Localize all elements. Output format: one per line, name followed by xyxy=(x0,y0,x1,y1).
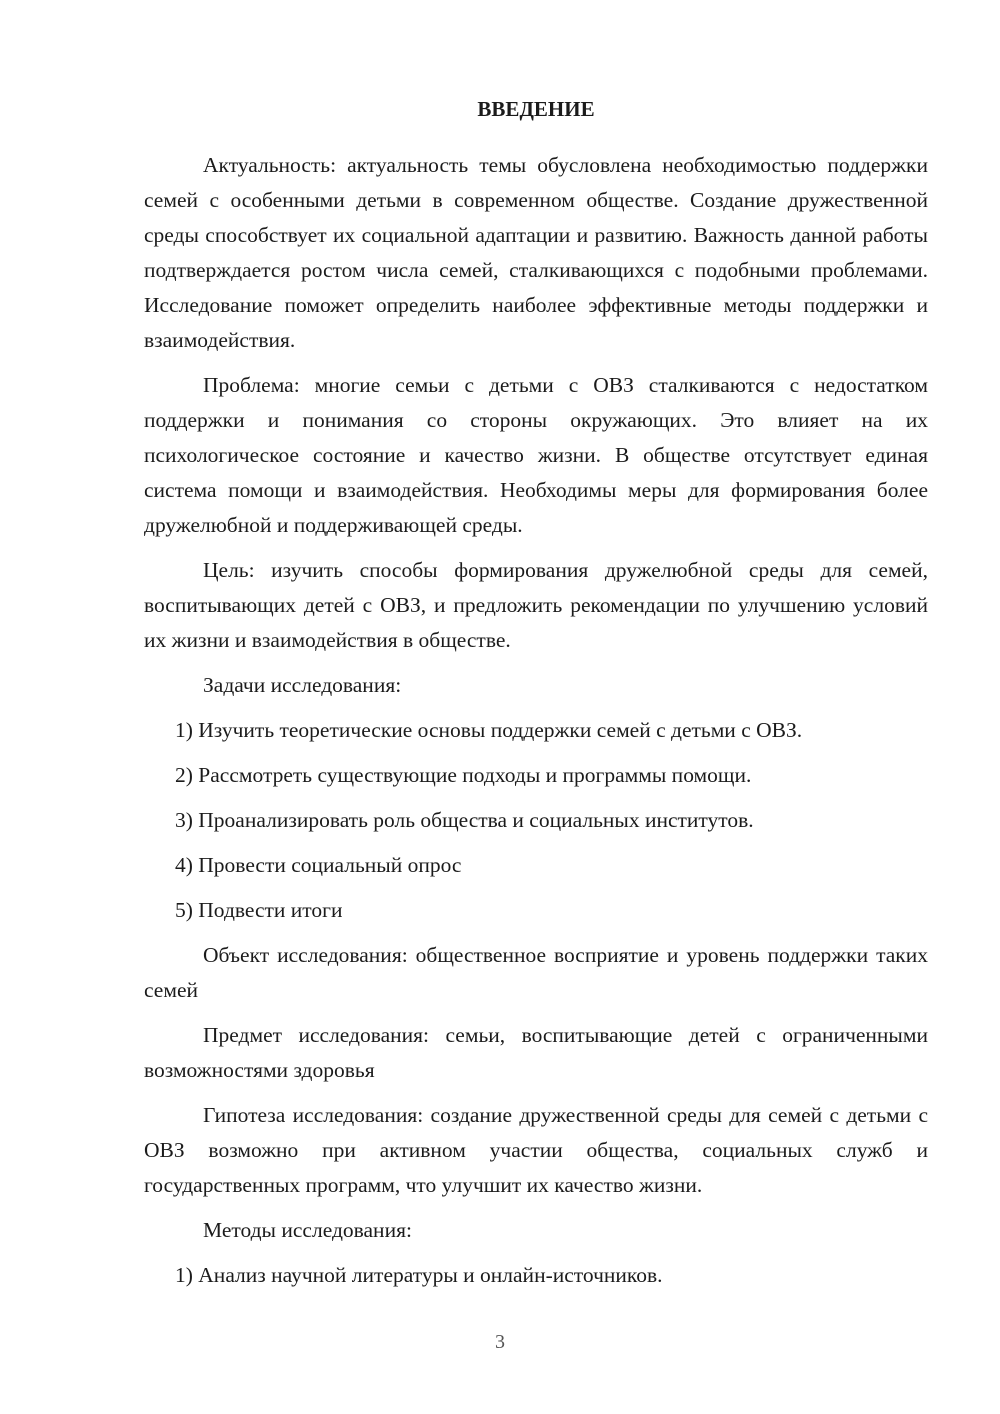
list-item-task-1: 1) Изучить теоретические основы поддержки семей с детьми с ОВЗ. xyxy=(175,718,803,742)
list-item-method-1: 1) Анализ научной литературы и онлайн-источников. xyxy=(175,1263,663,1287)
methods-list xyxy=(144,1258,928,1293)
tasks-list xyxy=(144,713,928,928)
methods-heading: Методы исследования: xyxy=(203,1218,412,1242)
paragraph-object: Объект исследования: общественное восприятие и уровень поддержки таких семей xyxy=(144,943,928,1002)
list-item-task-2: 2) Рассмотреть существующие подходы и программы помощи. xyxy=(175,763,752,787)
paragraph-goal: Цель: изучить способы формирования дружелюбной среды для семей, воспитывающих детей с ОВЗ, и предложить рекомендации по улучшению условий их жизни и взаимодействия в обществе. xyxy=(144,558,928,652)
page-number: 3 xyxy=(495,1331,505,1353)
paragraph-relevance: Актуальность: актуальность темы обусловлена необходимостью поддержки семей с особенными детьми в современном обществе. Создание дружественной среды способствует их социальной адаптации и развитию. Важность данной работы подтверждается ростом числа семей, сталкивающихся с подобными проблемами. Исследование поможет определить наиболее эффективные методы поддержки и взаимодействия. xyxy=(144,153,928,352)
paragraph-problem: Проблема: многие семьи с детьми с ОВЗ сталкиваются с недостатком поддержки и понимания со стороны окружающих. Это влияет на их психологическое состояние и качество жизни. В обществе отсутствует единая система помощи и взаимодействия. Необходимы меры для формирования более дружелюбной и поддерживающей среды. xyxy=(144,373,928,537)
document-page xyxy=(144,92,928,1303)
section-title: ВВЕДЕНИЕ xyxy=(477,97,595,121)
tasks-heading: Задачи исследования: xyxy=(203,673,402,697)
list-item-task-4: 4) Провести социальный опрос xyxy=(175,853,462,877)
list-item-task-5: 5) Подвести итоги xyxy=(175,898,343,922)
paragraph-subject: Предмет исследования: семьи, воспитывающие детей с ограниченными возможностями здоровья xyxy=(144,1023,928,1082)
list-item-task-3: 3) Проанализировать роль общества и социальных институтов. xyxy=(175,808,754,832)
paragraph-hypothesis: Гипотеза исследования: создание дружественной среды для семей с детьми с ОВЗ возможно при активном участии общества, социальных служб и государственных программ, что улучшит их качество жизни. xyxy=(144,1103,928,1197)
